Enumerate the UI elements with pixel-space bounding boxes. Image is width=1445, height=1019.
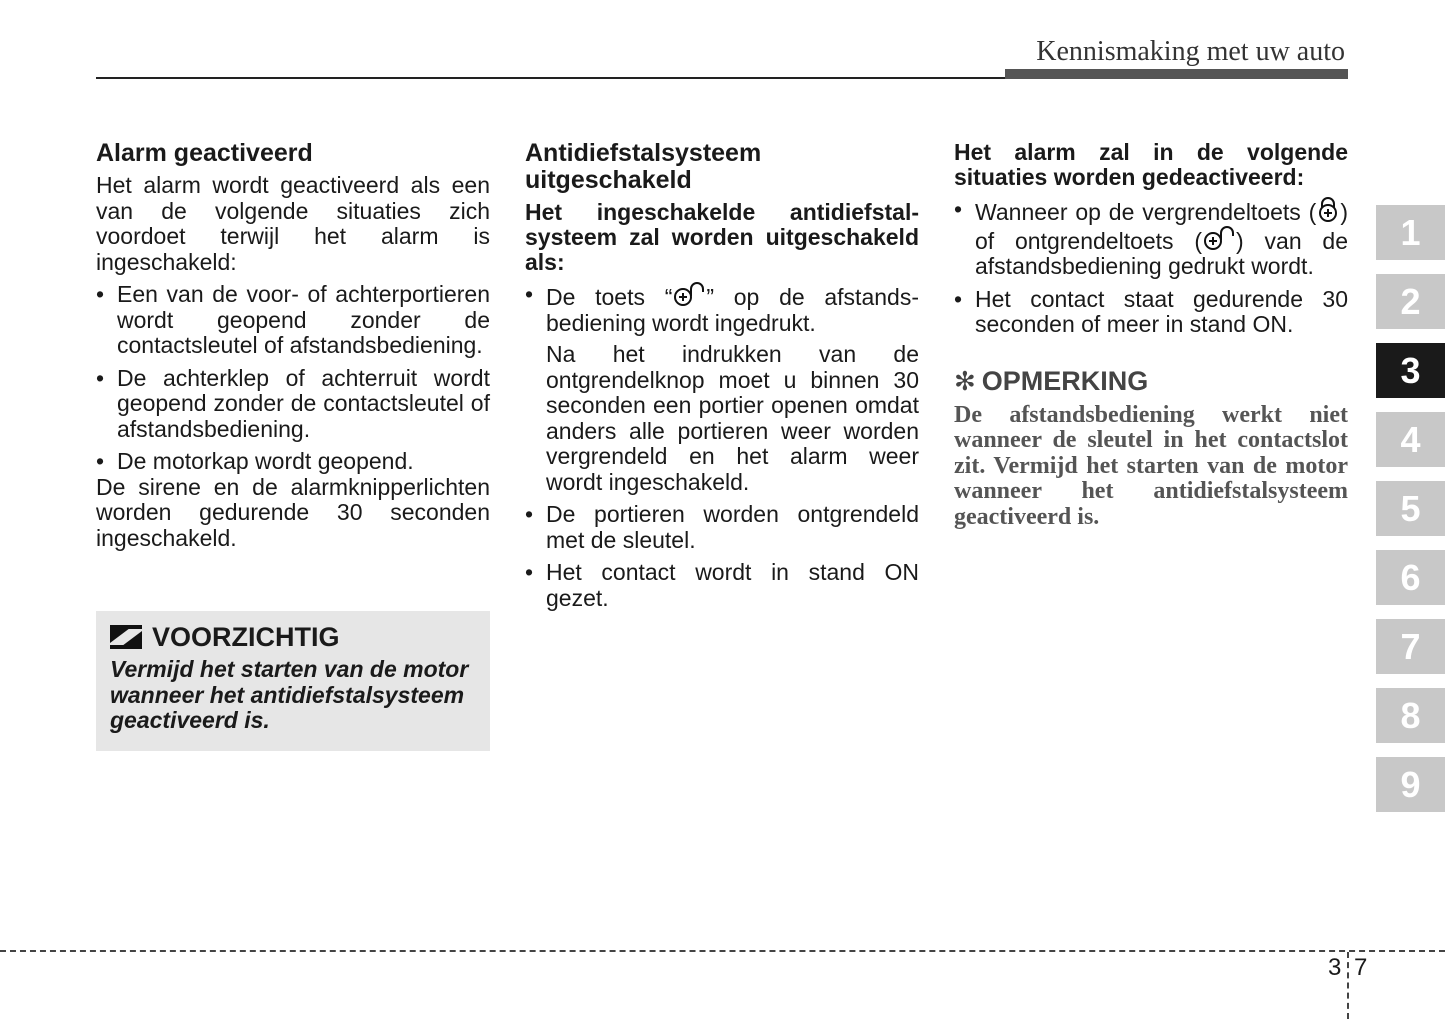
- column-anti-theft-disabled: [525, 140, 919, 611]
- footer-page-separator: [1347, 952, 1349, 1019]
- list-item: • Een van de voor- of achterportieren wordt geopend zonder de contactsleutel of afstandsbediening.: [96, 282, 490, 359]
- note-title-row: [954, 366, 1348, 397]
- chapter-tab-5[interactable]: 5: [1376, 481, 1445, 536]
- chapter-tab-2[interactable]: 2: [1376, 274, 1445, 329]
- list-item: [954, 197, 1348, 280]
- page-chapter-number: 3: [1328, 954, 1342, 981]
- caution-box: [96, 611, 490, 751]
- anti-theft-heading: Antidiefstalsysteem uitgeschakeld: [525, 139, 762, 194]
- chapter-tab-4[interactable]: 4: [1376, 412, 1445, 467]
- note-text: De afstandsbediening werkt niet wanneer de sleutel in het contactslot zit. Vermijd het starten van de motor wanneer het antidiefstalsysteem geactiveerd is.: [954, 401, 1348, 530]
- column-alarm-deactivated: [954, 140, 1348, 530]
- list-item: • Het contact staat gedurende 30 seconden of meer in stand ON.: [954, 287, 1348, 338]
- bullet1-pre: De toets “: [546, 284, 673, 310]
- page-number: 7: [1354, 954, 1368, 981]
- bullet1-continuation: Na het indrukken van de ontgrendelknop moet u binnen 30 seconden een portier openen omdat anders alle portieren weer worden vergrendeld en het alarm weer wordt ingeschakeld.: [546, 341, 919, 495]
- chapter-tab-6[interactable]: 6: [1376, 550, 1445, 605]
- chapter-tab-1[interactable]: 1: [1376, 205, 1445, 260]
- alarm-activated-intro: Het alarm wordt geactiveerd als een van de volgende situaties zich voordoet terwijl het alarm is ingeschakeld:: [96, 172, 490, 275]
- caution-icon: [110, 625, 142, 649]
- header-bar: [1005, 69, 1348, 79]
- note-title: OPMERKING: [981, 365, 1149, 396]
- alarm-activated-heading: Alarm geactiveerd: [96, 139, 313, 167]
- padlock-open-icon: [1202, 226, 1236, 252]
- anti-theft-subheading: Het ingeschakelde antidiefstal-systeem zal worden uitgeschakeld als:: [525, 199, 919, 275]
- alarm-activated-outro: De sirene en de alarmknipperlichten worden gedurende 30 seconden ingeschakeld.: [96, 473, 490, 551]
- padlock-closed-icon: [1316, 197, 1340, 223]
- caution-text: Vermijd het starten van de motor wanneer het antidiefstalsysteem geactiveerd is.: [110, 656, 469, 733]
- bullet1-post: ” op de afstands-bediening wordt ingedrukt.: [546, 284, 919, 336]
- padlock-open-icon: [672, 282, 706, 308]
- chapter-tab-7[interactable]: 7: [1376, 619, 1445, 674]
- list-item: • De achterklep of achterruit wordt geopend zonder de contactsleutel of afstandsbediening.: [96, 366, 490, 443]
- list-item: • De motorkap wordt geopend.: [96, 449, 490, 475]
- bullet1-part-c: ) van de afstandsbediening gedrukt wordt.: [975, 227, 1349, 279]
- chapter-tab-9[interactable]: 9: [1376, 757, 1445, 812]
- chapter-tab-3[interactable]: 3: [1376, 343, 1445, 398]
- header-rule: [96, 77, 1006, 79]
- note-star-icon: ✻: [954, 365, 976, 396]
- bullet1-part-b: ) of ontgrendeltoets (: [975, 199, 1348, 254]
- list-item: [525, 282, 919, 336]
- header-title: Kennismaking met uw auto: [1036, 36, 1345, 67]
- column-alarm-activated: [96, 140, 490, 551]
- list-item: • Het contact wordt in stand ON gezet.: [525, 560, 919, 611]
- bullet1-part-a: Wanneer op de vergrendeltoets (: [975, 199, 1317, 225]
- footer-divider: [0, 950, 1445, 952]
- chapter-tab-8[interactable]: 8: [1376, 688, 1445, 743]
- caution-title-row: [110, 621, 478, 653]
- alarm-deactivated-heading: Het alarm zal in de volgende situaties worden gedeactiveerd:: [954, 139, 1348, 190]
- list-item: • De portieren worden ontgrendeld met de sleutel.: [525, 502, 919, 553]
- caution-title: VOORZICHTIG: [152, 621, 340, 652]
